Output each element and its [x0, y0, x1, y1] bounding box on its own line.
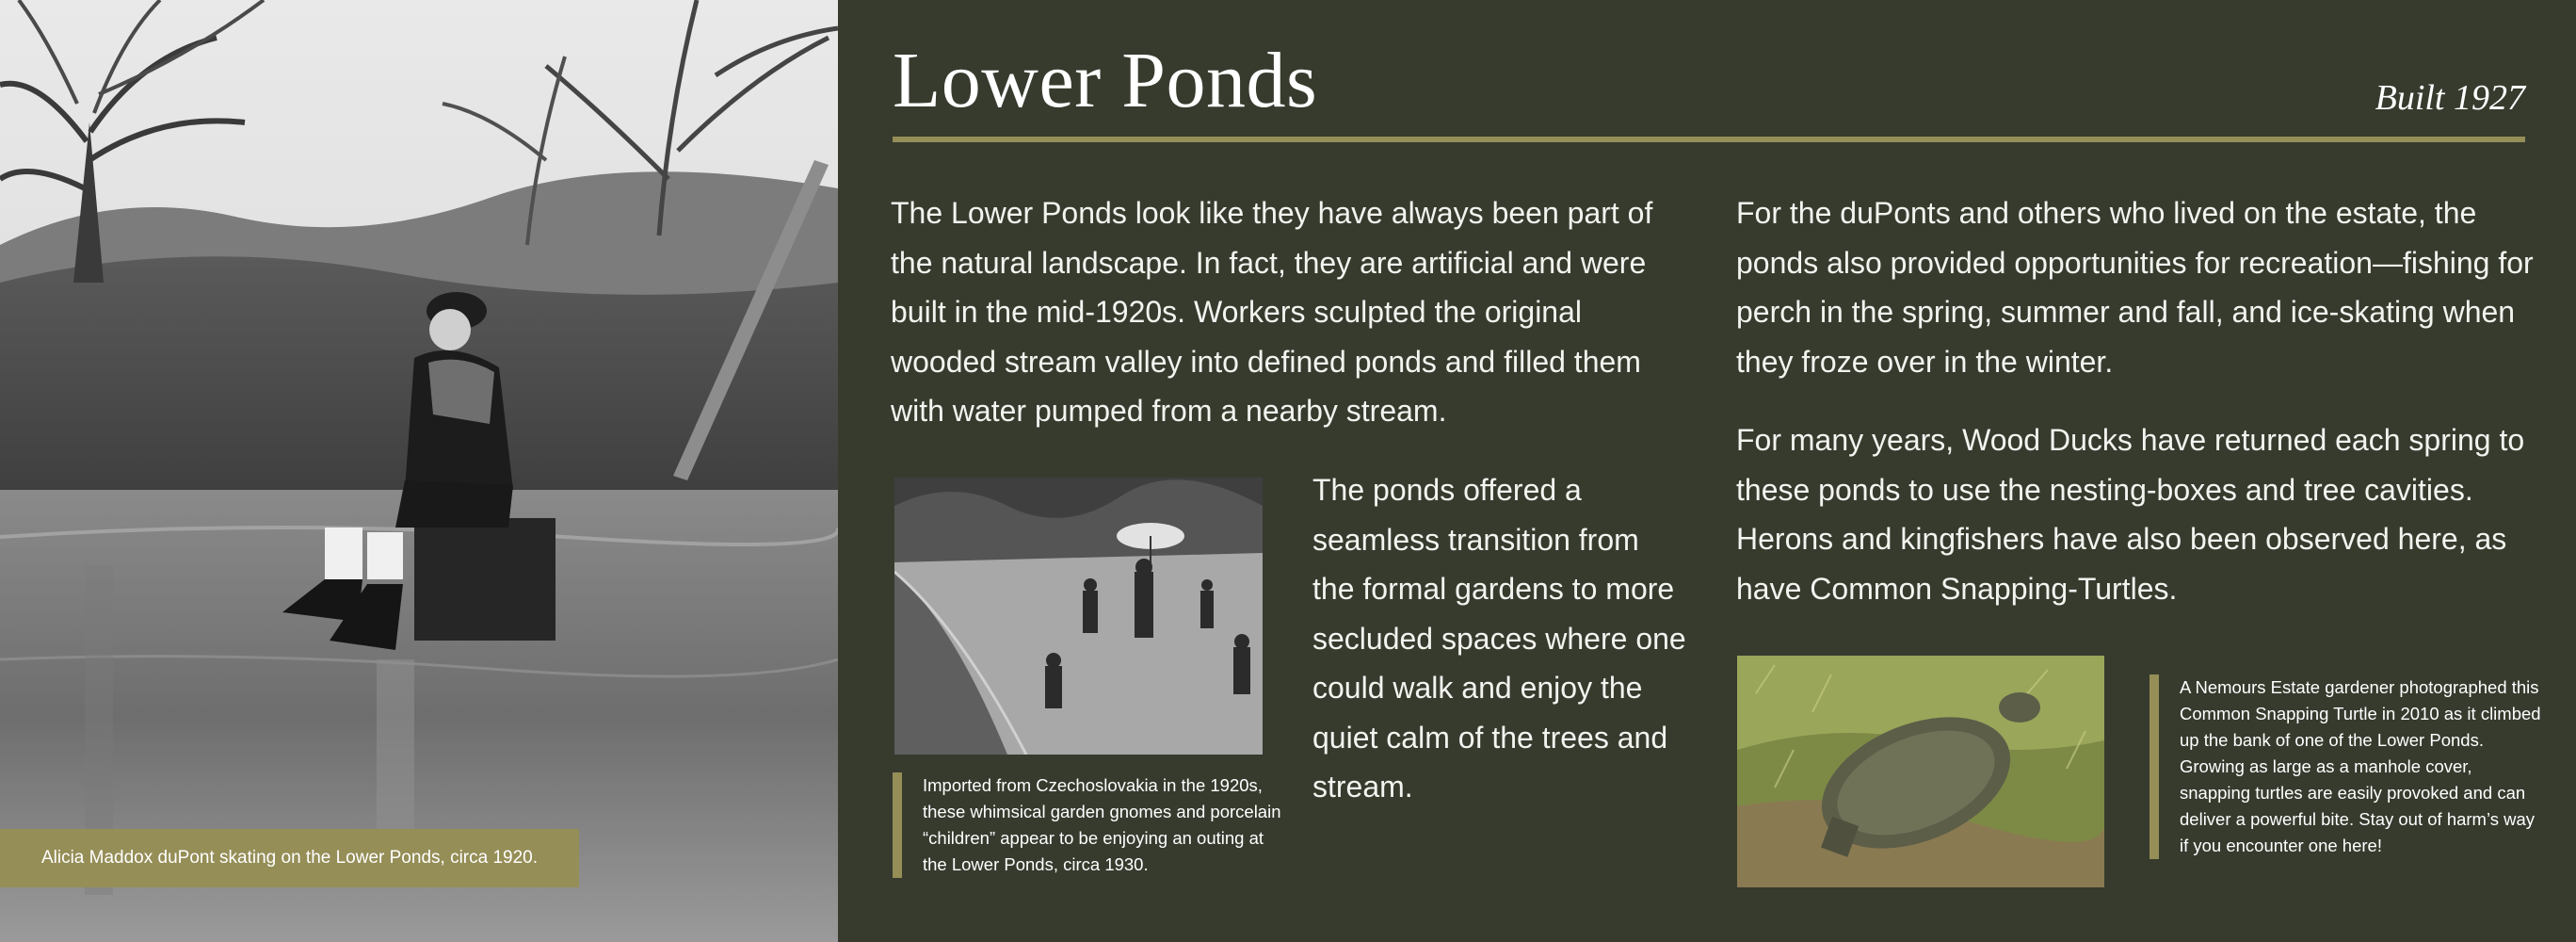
wildlife-paragraph: For many years, Wood Ducks have returned each spring to these ponds to use the nesting-boxes and tree cavities. Herons and kingfishers have also been observed here, as have Common Snapping-Turtles.: [1736, 423, 2525, 606]
skating-photo: [0, 0, 838, 942]
turtle-photo: [1737, 656, 2104, 887]
ponds-paragraph: The ponds offered a seamless transition from the formal gardens to more secluded spaces where one could walk and enjoy the quiet calm of the trees and stream.: [1312, 473, 1686, 804]
turtle-photo-illustration: [1737, 656, 2104, 887]
title-divider: [893, 137, 2525, 142]
skating-photo-illustration: [0, 0, 838, 942]
gnome-photo-illustration: [894, 478, 1263, 755]
turtle-photo-caption: A Nemours Estate gardener photographed this Common Snapping Turtle in 2010 as it climbed up the bank of one of the Lower Ponds. Growing as large as a manhole cover, snapping turtles are easily provoked and can deliver a powerful bite. Stay out of harm’s way if you encounter one here!: [2149, 674, 2547, 859]
recreation-paragraph: For the duPonts and others who lived on the estate, the ponds also provided opportunities for recreation—fishing for perch in the spring, summer and fall, and ice-skating when they froze over in the winter.: [1736, 196, 2534, 379]
built-year: Built 1927: [2375, 78, 2525, 118]
gnome-photo-caption: Imported from Czechoslovakia in the 1920s, these whimsical garden gnomes and porcelain “children” appear to be enjoying an outing at the Lower Ponds, circa 1930.: [893, 772, 1290, 878]
intro-paragraph: The Lower Ponds look like they have always been part of the natural landscape. In fact, they are artificial and were built in the mid-1920s. Workers sculpted the original wooded stream valley into defined ponds and filled them with water pumped from a nearby stream.: [891, 196, 1653, 428]
page-title: Lower Ponds: [893, 37, 1318, 124]
gnome-photo: [894, 478, 1263, 755]
info-panel: [838, 0, 2576, 942]
skating-photo-caption: Alicia Maddox duPont skating on the Lower Ponds, circa 1920.: [0, 829, 579, 887]
